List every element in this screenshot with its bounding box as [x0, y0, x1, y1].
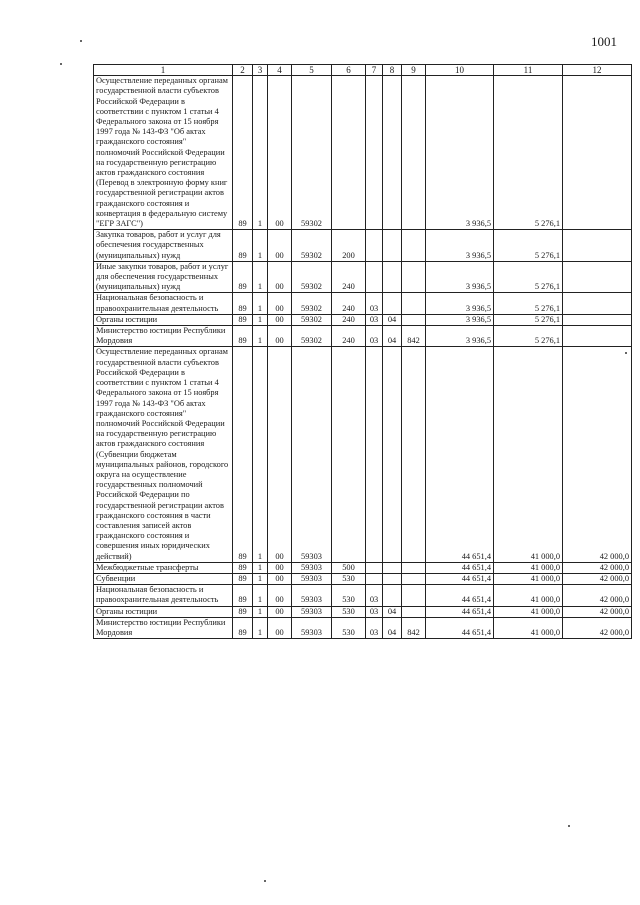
cell-c10: 44 651,4	[426, 562, 494, 573]
cell-c11: 41 000,0	[494, 562, 563, 573]
cell-c11: 41 000,0	[494, 606, 563, 617]
cell-c6: 530	[332, 585, 366, 606]
column-header-7: 7	[366, 65, 383, 76]
cell-c4: 00	[268, 347, 292, 562]
cell-c7: 03	[366, 326, 383, 347]
cell-c9	[402, 562, 426, 573]
cell-c9	[402, 314, 426, 325]
cell-c12: 42 000,0	[563, 585, 632, 606]
cell-c7	[366, 261, 383, 293]
cell-c3: 1	[253, 617, 268, 638]
row-name-cell	[94, 230, 233, 262]
cell-c3: 1	[253, 606, 268, 617]
cell-c12: 42 000,0	[563, 562, 632, 573]
cell-c10: 3 936,5	[426, 230, 494, 262]
cell-c2: 89	[233, 293, 253, 314]
cell-c4: 00	[268, 293, 292, 314]
cell-c12: 42 000,0	[563, 606, 632, 617]
cell-c10: 44 651,4	[426, 573, 494, 584]
cell-c2: 89	[233, 326, 253, 347]
cell-c12	[563, 293, 632, 314]
cell-c10: 44 651,4	[426, 606, 494, 617]
column-header-8: 8	[383, 65, 402, 76]
cell-c11: 41 000,0	[494, 347, 563, 562]
cell-c7: 03	[366, 314, 383, 325]
table-row	[94, 76, 632, 230]
cell-c8	[383, 261, 402, 293]
cell-c12	[563, 76, 632, 230]
row-name-cell	[94, 293, 233, 314]
cell-c8	[383, 76, 402, 230]
table-row	[94, 314, 632, 325]
table-row	[94, 261, 632, 293]
cell-c2: 89	[233, 573, 253, 584]
cell-c5: 59302	[292, 326, 332, 347]
cell-c2: 89	[233, 314, 253, 325]
cell-c8: 04	[383, 314, 402, 325]
cell-c4: 00	[268, 617, 292, 638]
cell-c6: 200	[332, 230, 366, 262]
cell-c12	[563, 230, 632, 262]
cell-c7: 03	[366, 585, 383, 606]
row-name: Межбюджетные трансферты	[96, 562, 199, 572]
cell-c11: 5 276,1	[494, 76, 563, 230]
cell-c9	[402, 573, 426, 584]
cell-c10: 3 936,5	[426, 261, 494, 293]
column-header-4: 4	[268, 65, 292, 76]
cell-c5: 59302	[292, 293, 332, 314]
table-row	[94, 617, 632, 638]
cell-c11: 5 276,1	[494, 230, 563, 262]
cell-c6	[332, 76, 366, 230]
column-header-5: 5	[292, 65, 332, 76]
row-name: Субвенции	[96, 573, 136, 583]
cell-c10: 44 651,4	[426, 347, 494, 562]
cell-c8	[383, 562, 402, 573]
column-header-11: 11	[494, 65, 563, 76]
cell-c6: 240	[332, 293, 366, 314]
cell-c6: 500	[332, 562, 366, 573]
cell-c12: 42 000,0	[563, 573, 632, 584]
column-header-6: 6	[332, 65, 366, 76]
cell-c9: 842	[402, 326, 426, 347]
cell-c4: 00	[268, 261, 292, 293]
cell-c9	[402, 606, 426, 617]
table-row	[94, 606, 632, 617]
cell-c11: 5 276,1	[494, 261, 563, 293]
cell-c12	[563, 314, 632, 325]
column-header-1: 1	[94, 65, 233, 76]
row-name: Национальная безопасность и правоохранительная деятельность	[96, 293, 219, 313]
cell-c11: 41 000,0	[494, 585, 563, 606]
cell-c12: 42 000,0	[563, 617, 632, 638]
cell-c11: 5 276,1	[494, 326, 563, 347]
cell-c3: 1	[253, 314, 268, 325]
cell-c3: 1	[253, 230, 268, 262]
cell-c12	[563, 261, 632, 293]
row-name-cell	[94, 562, 233, 573]
cell-c4: 00	[268, 562, 292, 573]
cell-c3: 1	[253, 347, 268, 562]
cell-c2: 89	[233, 617, 253, 638]
cell-c5: 59302	[292, 314, 332, 325]
row-name: Национальная безопасность и правоохранительная деятельность	[96, 585, 219, 605]
cell-c10: 44 651,4	[426, 617, 494, 638]
scan-speck	[264, 880, 266, 882]
cell-c5: 59303	[292, 617, 332, 638]
scan-speck	[568, 825, 570, 827]
cell-c4: 00	[268, 326, 292, 347]
cell-c7: 03	[366, 617, 383, 638]
cell-c7	[366, 573, 383, 584]
cell-c3: 1	[253, 261, 268, 293]
row-name: Осуществление переданных органам государственной власти субъектов Российской Федерации в соответствии с пунктом 1 статьи 4 Федерального закона от 15 ноября 1997 года № 143-ФЗ "Об актах гражданского состояния" полномочий Российской Федерации на государственную регистрацию актов гражданского состояния (Субвенции бюджетам муниципальных районов, городского округа на осуществление государственных полномочий Российской Федерации по государственной регистрации актов гражданского состояния в части составления записей актов гражданского состояния и совершения иных юридических действий)	[96, 347, 229, 561]
row-name: Иные закупки товаров, работ и услуг для обеспечения государственных (муниципальных) нужд	[96, 261, 229, 292]
cell-c9	[402, 585, 426, 606]
cell-c3: 1	[253, 573, 268, 584]
cell-c4: 00	[268, 585, 292, 606]
cell-c8: 04	[383, 606, 402, 617]
scan-speck	[80, 40, 82, 42]
row-name-cell	[94, 314, 233, 325]
cell-c3: 1	[253, 585, 268, 606]
cell-c10: 3 936,5	[426, 293, 494, 314]
cell-c5: 59303	[292, 347, 332, 562]
cell-c2: 89	[233, 230, 253, 262]
cell-c4: 00	[268, 230, 292, 262]
row-name: Осуществление переданных органам государственной власти субъектов Российской Федерации в соответствии с пунктом 1 статьи 4 Федерального закона от 15 ноября 1997 года № 143-ФЗ "Об актах гражданского состояния" полномочий Российской Федерации на государственную регистрацию актов гражданского состояния (Перевод в электронную форму книг государственной регистрации актов гражданского состояния и конвертация в федеральную систему "ЕГР ЗАГС")	[96, 76, 228, 229]
cell-c2: 89	[233, 261, 253, 293]
column-header-9: 9	[402, 65, 426, 76]
cell-c10: 3 936,5	[426, 326, 494, 347]
row-name-cell	[94, 326, 233, 347]
column-header-12: 12	[563, 65, 632, 76]
row-name: Закупка товаров, работ и услуг для обеспечения государственных (муниципальных) нужд	[96, 230, 221, 260]
cell-c8	[383, 230, 402, 262]
cell-c5: 59302	[292, 230, 332, 262]
row-name-cell	[94, 261, 233, 293]
row-name-cell	[94, 76, 233, 230]
cell-c2: 89	[233, 347, 253, 562]
cell-c8: 04	[383, 617, 402, 638]
cell-c5: 59302	[292, 76, 332, 230]
cell-c6: 240	[332, 326, 366, 347]
cell-c10: 3 936,5	[426, 76, 494, 230]
cell-c3: 1	[253, 76, 268, 230]
page-number: 1001	[591, 34, 617, 49]
cell-c4: 00	[268, 314, 292, 325]
cell-c3: 1	[253, 293, 268, 314]
row-name-cell	[94, 606, 233, 617]
cell-c6: 240	[332, 314, 366, 325]
row-name-cell	[94, 347, 233, 562]
cell-c6: 240	[332, 261, 366, 293]
cell-c4: 00	[268, 573, 292, 584]
cell-c7	[366, 76, 383, 230]
cell-c6	[332, 347, 366, 562]
column-header-3: 3	[253, 65, 268, 76]
cell-c3: 1	[253, 326, 268, 347]
table-row	[94, 293, 632, 314]
cell-c9	[402, 76, 426, 230]
cell-c7: 03	[366, 293, 383, 314]
cell-c11: 5 276,1	[494, 314, 563, 325]
cell-c6: 530	[332, 606, 366, 617]
cell-c9: 842	[402, 617, 426, 638]
cell-c11: 41 000,0	[494, 617, 563, 638]
cell-c2: 89	[233, 606, 253, 617]
cell-c5: 59303	[292, 606, 332, 617]
cell-c5: 59303	[292, 562, 332, 573]
scan-speck	[60, 63, 62, 65]
cell-c9	[402, 347, 426, 562]
cell-c8: 04	[383, 326, 402, 347]
table-row	[94, 326, 632, 347]
cell-c12	[563, 326, 632, 347]
cell-c4: 00	[268, 606, 292, 617]
cell-c6: 530	[332, 573, 366, 584]
cell-c9	[402, 261, 426, 293]
cell-c10: 44 651,4	[426, 585, 494, 606]
cell-c9	[402, 293, 426, 314]
cell-c8	[383, 585, 402, 606]
cell-c8	[383, 293, 402, 314]
cell-c12: 42 000,0	[563, 347, 632, 562]
cell-c5: 59303	[292, 585, 332, 606]
cell-c2: 89	[233, 562, 253, 573]
cell-c5: 59302	[292, 261, 332, 293]
row-name-cell	[94, 585, 233, 606]
table-row	[94, 230, 632, 262]
cell-c4: 00	[268, 76, 292, 230]
row-name: Министерство юстиции Республики Мордовия	[96, 617, 226, 637]
table-row	[94, 347, 632, 562]
cell-c7	[366, 347, 383, 562]
table-row	[94, 562, 632, 573]
cell-c2: 89	[233, 585, 253, 606]
row-name: Органы юстиции	[96, 606, 158, 616]
cell-c3: 1	[253, 562, 268, 573]
cell-c11: 5 276,1	[494, 293, 563, 314]
cell-c5: 59303	[292, 573, 332, 584]
cell-c10: 3 936,5	[426, 314, 494, 325]
column-header-2: 2	[233, 65, 253, 76]
cell-c9	[402, 230, 426, 262]
row-name-cell	[94, 573, 233, 584]
cell-c8	[383, 347, 402, 562]
cell-c6: 530	[332, 617, 366, 638]
cell-c7	[366, 562, 383, 573]
cell-c8	[383, 573, 402, 584]
cell-c11: 41 000,0	[494, 573, 563, 584]
row-name: Органы юстиции	[96, 314, 158, 324]
cell-c7: 03	[366, 606, 383, 617]
cell-c2: 89	[233, 76, 253, 230]
header-row	[94, 65, 632, 76]
row-name-cell	[94, 617, 233, 638]
table-row	[94, 585, 632, 606]
row-name: Министерство юстиции Республики Мордовия	[96, 326, 226, 346]
column-header-10: 10	[426, 65, 494, 76]
budget-table	[93, 64, 632, 639]
cell-c7	[366, 230, 383, 262]
table-row	[94, 573, 632, 584]
